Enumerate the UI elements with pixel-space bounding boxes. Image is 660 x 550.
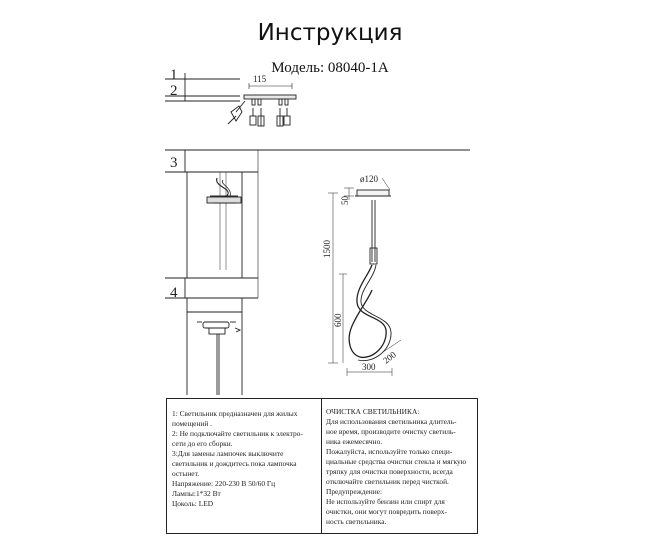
model-number: Модель: 08040-1А xyxy=(271,60,389,76)
usage-line: помещений . xyxy=(172,419,212,428)
step-number-4: 4 xyxy=(170,285,178,301)
cleaning-line: ника ежемесячно. xyxy=(326,437,383,446)
cleaning-line: отключайте светильник перед чисткой. xyxy=(326,477,449,486)
warning-line: Не используйте бензин или спирт для xyxy=(326,497,445,506)
usage-notes xyxy=(172,409,320,509)
step-4-drawing xyxy=(187,298,242,395)
usage-line: 1: Светильник предназначен для жилых xyxy=(172,409,298,418)
cleaning-line: Пожалуйста, используйте только специ- xyxy=(326,447,453,456)
usage-line: сети до его сборки. xyxy=(172,439,233,448)
spec-voltage: Напряжение: 220-230 В 50/60 Гц xyxy=(172,479,276,488)
dim-total-height: 1500 xyxy=(322,240,332,258)
spec-socket: Цоколь: LED xyxy=(172,499,214,508)
warning-line: ность светильника. xyxy=(326,517,387,526)
step-number-3: 3 xyxy=(170,155,178,171)
cleaning-heading: ОЧИСТКА СВЕТИЛЬНИКА: xyxy=(326,407,420,416)
pendant-lamp-drawing xyxy=(328,178,401,376)
mounting-bracket-drawing xyxy=(228,83,296,126)
dim-body-width: 300 xyxy=(362,362,376,372)
dim-mount-width: 115 xyxy=(253,74,267,84)
cleaning-line: Для использования светильника длитель- xyxy=(326,417,457,426)
cleaning-line: ное время, производите очистку светиль- xyxy=(326,427,456,436)
cleaning-notes xyxy=(326,407,476,527)
page-title: Инструкция xyxy=(257,20,403,46)
dim-canopy-diameter: ø120 xyxy=(360,174,378,184)
info-divider xyxy=(321,399,322,533)
dim-body-depth: 200 xyxy=(381,349,398,366)
usage-line: остынет. xyxy=(172,469,200,478)
warning-heading: Предупреждение: xyxy=(326,487,382,496)
step-number-1: 1 xyxy=(170,67,178,83)
step-number-2: 2 xyxy=(170,83,178,99)
step-3-drawing xyxy=(187,172,242,278)
spec-lamps: Лампы:1*32 Вт xyxy=(172,489,221,498)
dim-canopy-height: 50 xyxy=(340,196,350,205)
usage-line: светильник и дождитесь пока лампочка xyxy=(172,459,297,468)
dim-body-height: 600 xyxy=(333,313,343,327)
cleaning-line: циальные средства очистки стекла и мягкую xyxy=(326,457,467,466)
info-box xyxy=(166,398,478,534)
usage-line: 3:Для замены лампочек выключите xyxy=(172,449,284,458)
usage-line: 2: Не подключайте светильник к электро- xyxy=(172,429,303,438)
warning-line: очистки, они могут повредить поверх- xyxy=(326,507,447,516)
cleaning-line: тряпку для очистки поверхности, всегда xyxy=(326,467,453,476)
